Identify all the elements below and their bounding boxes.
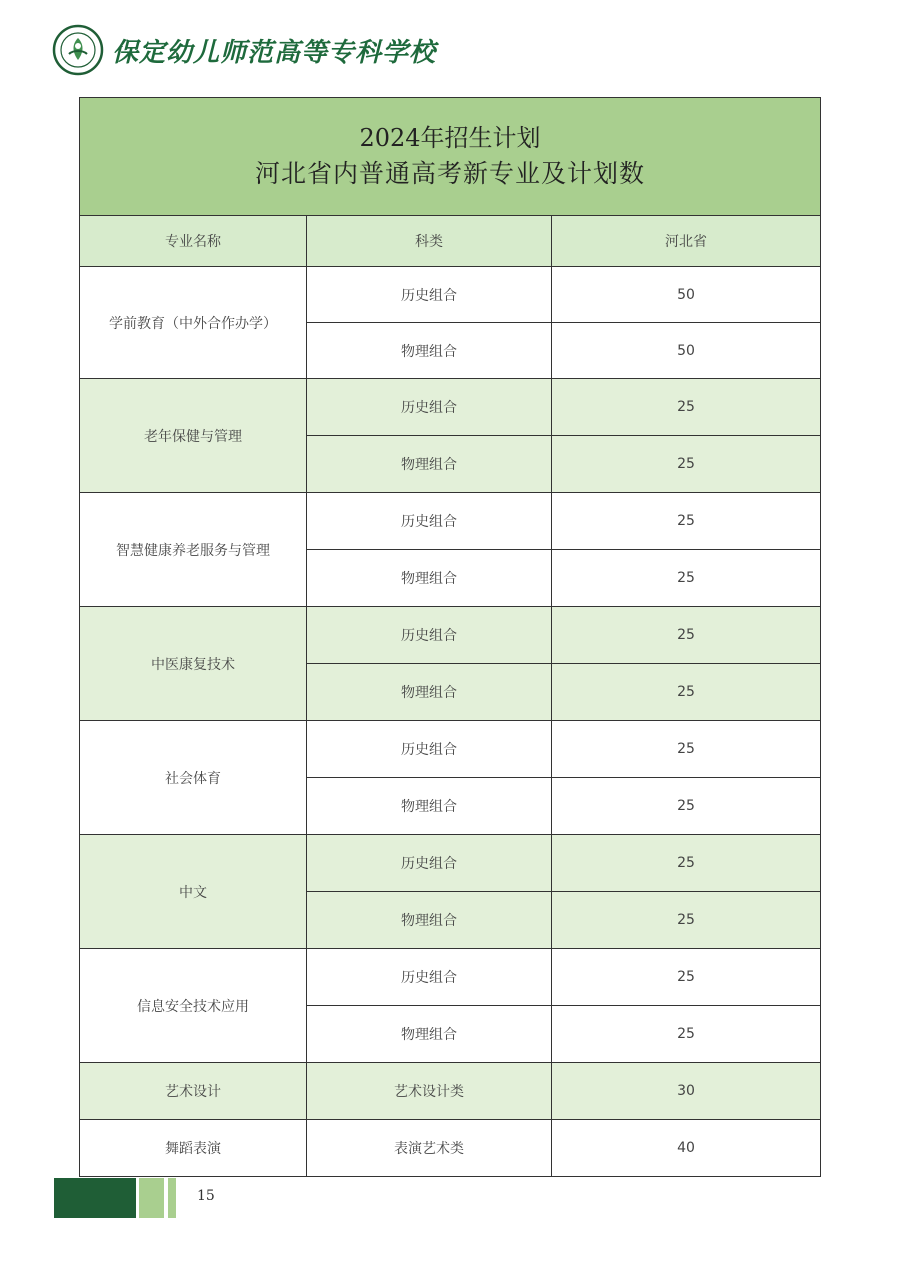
category-cell: 表演艺术类 xyxy=(307,1120,552,1177)
category-cell: 物理组合 xyxy=(307,892,552,949)
count-cell: 40 xyxy=(552,1120,821,1177)
major-name: 社会体育 xyxy=(80,721,307,835)
major-name: 信息安全技术应用 xyxy=(80,949,307,1063)
count-cell: 50 xyxy=(552,323,821,379)
column-header-major: 专业名称 xyxy=(80,216,307,267)
count-cell: 25 xyxy=(552,664,821,721)
category-cell: 物理组合 xyxy=(307,323,552,379)
table-row xyxy=(80,1063,821,1120)
table-row xyxy=(80,267,821,323)
major-name: 艺术设计 xyxy=(80,1063,307,1120)
column-header-hebei: 河北省 xyxy=(552,216,821,267)
table-row xyxy=(80,493,821,550)
table-row xyxy=(80,1120,821,1177)
table-title-line2: 河北省内普通高考新专业及计划数 xyxy=(255,158,646,188)
major-name: 中医康复技术 xyxy=(80,607,307,721)
table-row xyxy=(80,949,821,1006)
count-cell: 25 xyxy=(552,436,821,493)
major-name: 智慧健康养老服务与管理 xyxy=(80,493,307,607)
count-cell: 25 xyxy=(552,379,821,436)
count-cell: 25 xyxy=(552,721,821,778)
enrollment-plan-table xyxy=(79,97,821,1177)
count-cell: 25 xyxy=(552,493,821,550)
category-cell: 历史组合 xyxy=(307,949,552,1006)
major-name: 中文 xyxy=(80,835,307,949)
page-number: 15 xyxy=(197,1188,215,1204)
category-cell: 物理组合 xyxy=(307,550,552,607)
table-row xyxy=(80,379,821,436)
category-cell: 物理组合 xyxy=(307,1006,552,1063)
count-cell: 25 xyxy=(552,1006,821,1063)
category-cell: 历史组合 xyxy=(307,607,552,664)
major-name: 舞蹈表演 xyxy=(80,1120,307,1177)
category-cell: 艺术设计类 xyxy=(307,1063,552,1120)
count-cell: 25 xyxy=(552,550,821,607)
footer-decoration-light xyxy=(139,1178,164,1218)
footer-decoration-thin xyxy=(168,1178,176,1218)
table-title xyxy=(80,98,821,216)
count-cell: 25 xyxy=(552,835,821,892)
table-row xyxy=(80,607,821,664)
major-name: 老年保健与管理 xyxy=(80,379,307,493)
category-cell: 物理组合 xyxy=(307,436,552,493)
school-emblem-icon xyxy=(52,24,104,76)
category-cell: 物理组合 xyxy=(307,664,552,721)
count-cell: 25 xyxy=(552,949,821,1006)
count-cell: 25 xyxy=(552,892,821,949)
category-cell: 物理组合 xyxy=(307,778,552,835)
school-name: 保定幼儿师范高等专科学校 xyxy=(112,37,437,68)
category-cell: 历史组合 xyxy=(307,267,552,323)
category-cell: 历史组合 xyxy=(307,721,552,778)
category-cell: 历史组合 xyxy=(307,493,552,550)
count-cell: 30 xyxy=(552,1063,821,1120)
count-cell: 25 xyxy=(552,778,821,835)
major-name: 学前教育（中外合作办学） xyxy=(80,267,307,379)
count-cell: 50 xyxy=(552,267,821,323)
page-header xyxy=(52,22,436,78)
table-row xyxy=(80,721,821,778)
table-row xyxy=(80,835,821,892)
footer-decoration-dark xyxy=(54,1178,136,1218)
table-title-line1: 2024年招生计划 xyxy=(359,123,541,152)
count-cell: 25 xyxy=(552,607,821,664)
column-header-category: 科类 xyxy=(307,216,552,267)
category-cell: 历史组合 xyxy=(307,835,552,892)
category-cell: 历史组合 xyxy=(307,379,552,436)
